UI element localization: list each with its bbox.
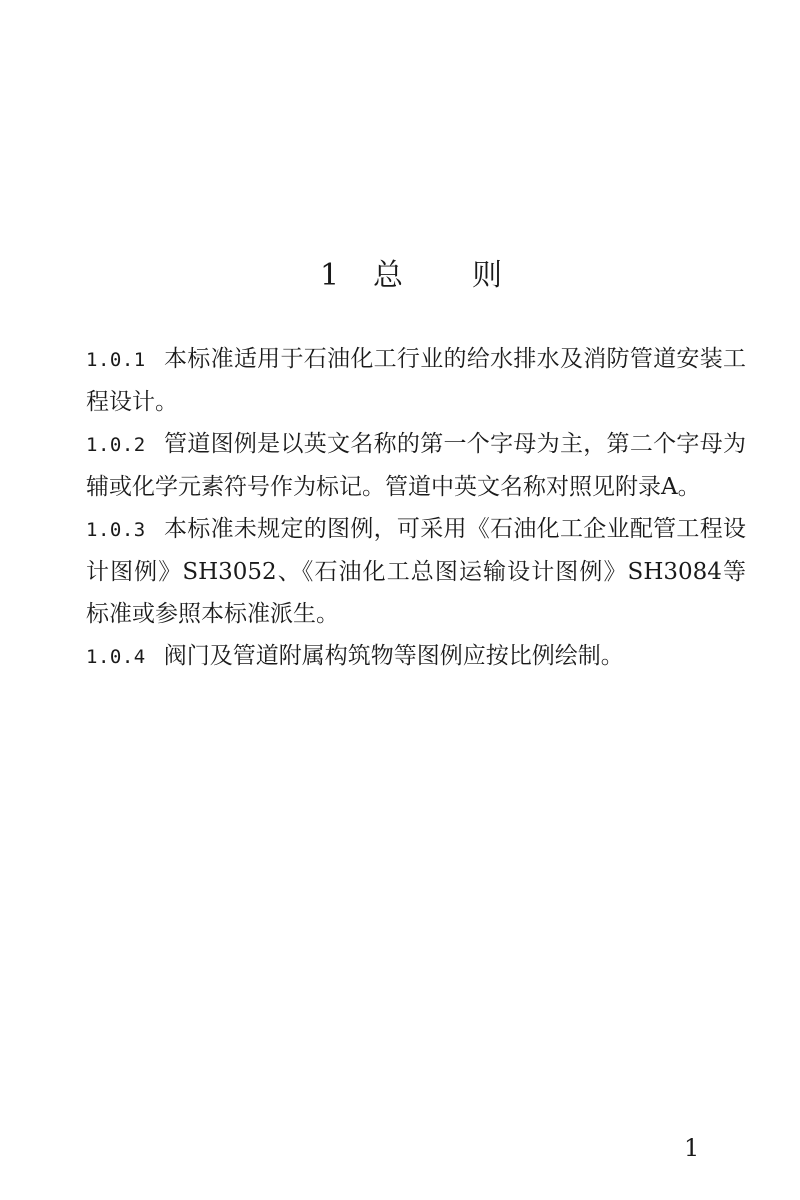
clause-text: 本标准未规定的图例，可采用《石油化工企业配管工程设计图例》SH3052、《石油化工总图运输设计图例》SH3084等标准或参照本标准派生。 bbox=[86, 516, 746, 627]
clause-1-0-4 bbox=[86, 635, 746, 678]
chapter-title bbox=[0, 252, 800, 300]
clause-list bbox=[86, 338, 746, 678]
clause-text: 本标准适用于石油化工行业的给水排水及消防管道安装工程设计。 bbox=[86, 346, 746, 415]
chapter-number: 1 bbox=[320, 258, 340, 293]
clause-number: 1.0.2 bbox=[86, 434, 146, 456]
chapter-title-char-1: 总 bbox=[373, 258, 403, 293]
clause-1-0-3 bbox=[86, 508, 746, 635]
clause-text: 管道图例是以英文名称的第一个字母为主，第二个字母为辅或化学元素符号作为标记。管道中英文名称对照见附录A。 bbox=[86, 431, 746, 500]
clause-number: 1.0.4 bbox=[86, 646, 146, 668]
clause-1-0-1 bbox=[86, 338, 746, 423]
clause-1-0-2 bbox=[86, 423, 746, 508]
clause-number: 1.0.3 bbox=[86, 519, 146, 541]
page-number: 1 bbox=[684, 1134, 700, 1162]
clause-number: 1.0.1 bbox=[86, 349, 146, 371]
clause-text: 阀门及管道附属构筑物等图例应按比例绘制。 bbox=[163, 643, 624, 669]
chapter-title-char-2: 则 bbox=[472, 258, 502, 293]
